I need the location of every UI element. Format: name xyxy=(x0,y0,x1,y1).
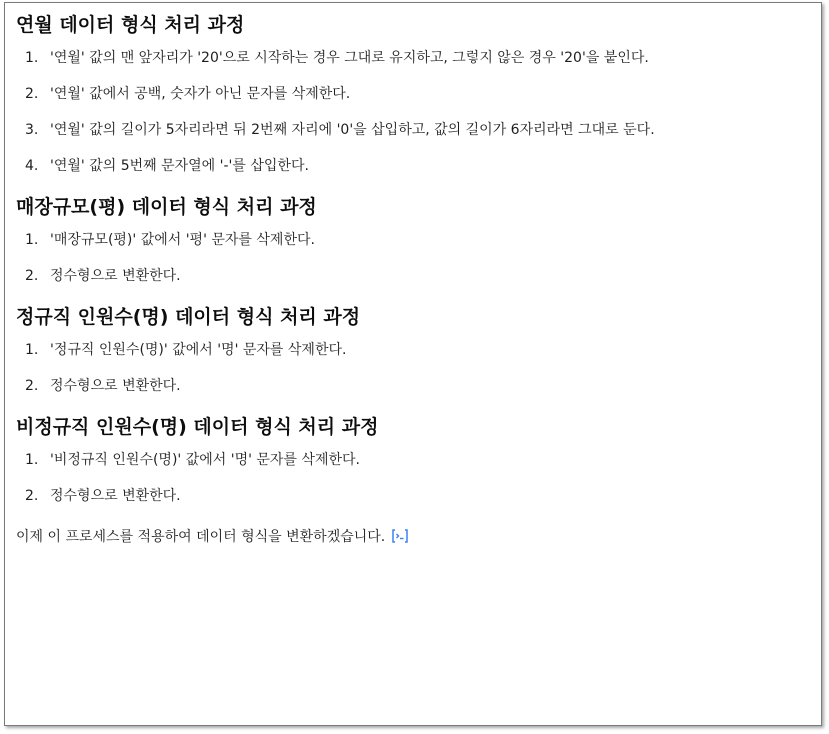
footer-message xyxy=(16,525,807,549)
list-item xyxy=(16,46,807,70)
list-number: 1. xyxy=(25,232,39,248)
section-title: 매장규모(평) 데이터 형식 처리 과정 xyxy=(16,196,317,218)
list-item xyxy=(16,154,807,178)
list-item xyxy=(16,484,807,508)
list-item-text: 정수형으로 변환한다. xyxy=(50,488,181,504)
list-item xyxy=(16,82,807,106)
message-content xyxy=(5,3,821,549)
list-item-text: '연월' 값의 5번째 문자열에 '-'를 삽입한다. xyxy=(50,158,309,174)
section-title: 정규직 인원수(명) 데이터 형식 처리 과정 xyxy=(16,306,361,328)
steps-list xyxy=(16,46,807,178)
list-number: 2. xyxy=(25,378,39,394)
list-number: 2. xyxy=(25,488,39,504)
list-number: 1. xyxy=(25,452,39,468)
list-number: 2. xyxy=(25,86,39,102)
list-item-text: '연월' 값에서 공백, 숫자가 아닌 문자를 삭제한다. xyxy=(50,86,351,102)
list-item-text: '연월' 값의 맨 앞자리가 '20'으로 시작하는 경우 그대로 유지하고, 그렇지 않은 경우 '20'을 붙인다. xyxy=(50,50,649,66)
section-title: 연월 데이터 형식 처리 과정 xyxy=(16,14,245,36)
list-item-text: '매장규모(평)' 값에서 '평' 문자를 삭제한다. xyxy=(50,232,315,248)
list-item-text: 정수형으로 변환한다. xyxy=(50,378,181,394)
list-item xyxy=(16,374,807,398)
list-number: 1. xyxy=(25,50,39,66)
list-item xyxy=(16,228,807,252)
list-item-text: 정수형으로 변환한다. xyxy=(50,268,181,284)
list-item xyxy=(16,118,807,142)
list-item xyxy=(16,264,807,288)
list-item-text: '비정규직 인원수(명)' 값에서 '명' 문자를 삭제한다. xyxy=(50,452,360,468)
section-title: 비정규직 인원수(명) 데이터 형식 처리 과정 xyxy=(16,416,379,438)
code-interpreter-icon[interactable] xyxy=(390,528,410,544)
footer-text: 이제 이 프로세스를 적용하여 데이터 형식을 변환하겠습니다. xyxy=(16,529,386,545)
message-panel xyxy=(4,2,822,726)
steps-list xyxy=(16,338,807,398)
list-number: 3. xyxy=(25,122,39,138)
list-item xyxy=(16,338,807,362)
list-number: 2. xyxy=(25,268,39,284)
list-number: 1. xyxy=(25,342,39,358)
list-number: 4. xyxy=(25,158,39,174)
list-item-text: '정규직 인원수(명)' 값에서 '명' 문자를 삭제한다. xyxy=(50,342,347,358)
list-item-text: '연월' 값의 길이가 5자리라면 뒤 2번째 자리에 '0'을 삽입하고, 값의 길이가 6자리라면 그대로 둔다. xyxy=(50,122,655,138)
list-item xyxy=(16,448,807,472)
steps-list xyxy=(16,228,807,288)
steps-list xyxy=(16,448,807,508)
